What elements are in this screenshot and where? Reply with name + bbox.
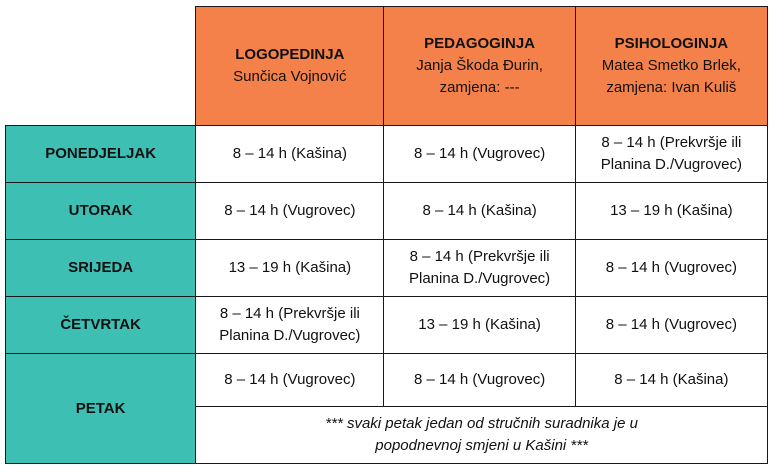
note-text: *** svaki petak jedan od stručnih suradnika je u popodnevnoj smjeni u Kašini *** <box>325 415 638 454</box>
schedule-cell: 8 – 14 h (Vugrovec) <box>196 183 384 240</box>
day-cell: UTORAK <box>6 183 196 240</box>
table-row <box>6 126 768 183</box>
schedule-cell: 8 – 14 h (Kašina) <box>575 354 767 407</box>
schedule-cell: 8 – 14 h (Vugrovec) <box>575 240 767 297</box>
header-person: Janja Škoda Đurin, <box>416 57 543 74</box>
schedule-cell: 8 – 14 h (Vugrovec) <box>575 297 767 354</box>
table-row <box>6 297 768 354</box>
day-cell: PETAK <box>6 354 196 464</box>
table-row <box>6 240 768 297</box>
schedule-cell: 13 – 19 h (Kašina) <box>384 297 575 354</box>
day-cell: PONEDJELJAK <box>6 126 196 183</box>
header-role: PEDAGOGINJA <box>424 35 536 52</box>
schedule-cell: 8 – 14 h (Kašina) <box>196 126 384 183</box>
header-person: Matea Smetko Brlek, <box>601 57 741 74</box>
header-role: LOGOPEDINJA <box>235 46 345 63</box>
header-substitute: zamjena: Ivan Kuliš <box>606 79 737 96</box>
schedule-cell: 8 – 14 h (Prekvršje ili Planina D./Vugrovec) <box>196 297 384 354</box>
schedule-table <box>5 6 768 464</box>
header-substitute: zamjena: --- <box>439 79 520 96</box>
schedule-cell: 13 – 19 h (Kašina) <box>196 240 384 297</box>
header-logopedinja <box>196 7 384 126</box>
schedule-cell: 8 – 14 h (Vugrovec) <box>384 126 575 183</box>
friday-note <box>196 407 768 464</box>
schedule-cell: 8 – 14 h (Prekvršje ili Planina D./Vugrovec) <box>384 240 575 297</box>
header-role: PSIHOLOGINJA <box>614 35 729 52</box>
schedule-cell: 8 – 14 h (Vugrovec) <box>384 354 575 407</box>
header-person: Sunčica Vojnović <box>233 68 347 85</box>
header-row <box>6 7 768 126</box>
empty-corner-cell <box>6 7 196 126</box>
day-cell: SRIJEDA <box>6 240 196 297</box>
schedule-cell: 8 – 14 h (Kašina) <box>384 183 575 240</box>
schedule-cell: 8 – 14 h (Prekvršje ili Planina D./Vugrovec) <box>575 126 767 183</box>
day-cell: ČETVRTAK <box>6 297 196 354</box>
schedule-cell: 8 – 14 h (Vugrovec) <box>196 354 384 407</box>
table-row <box>6 183 768 240</box>
header-pedagoginja <box>384 7 575 126</box>
schedule-cell: 13 – 19 h (Kašina) <box>575 183 767 240</box>
table-row <box>6 354 768 407</box>
header-psihologinja <box>575 7 767 126</box>
